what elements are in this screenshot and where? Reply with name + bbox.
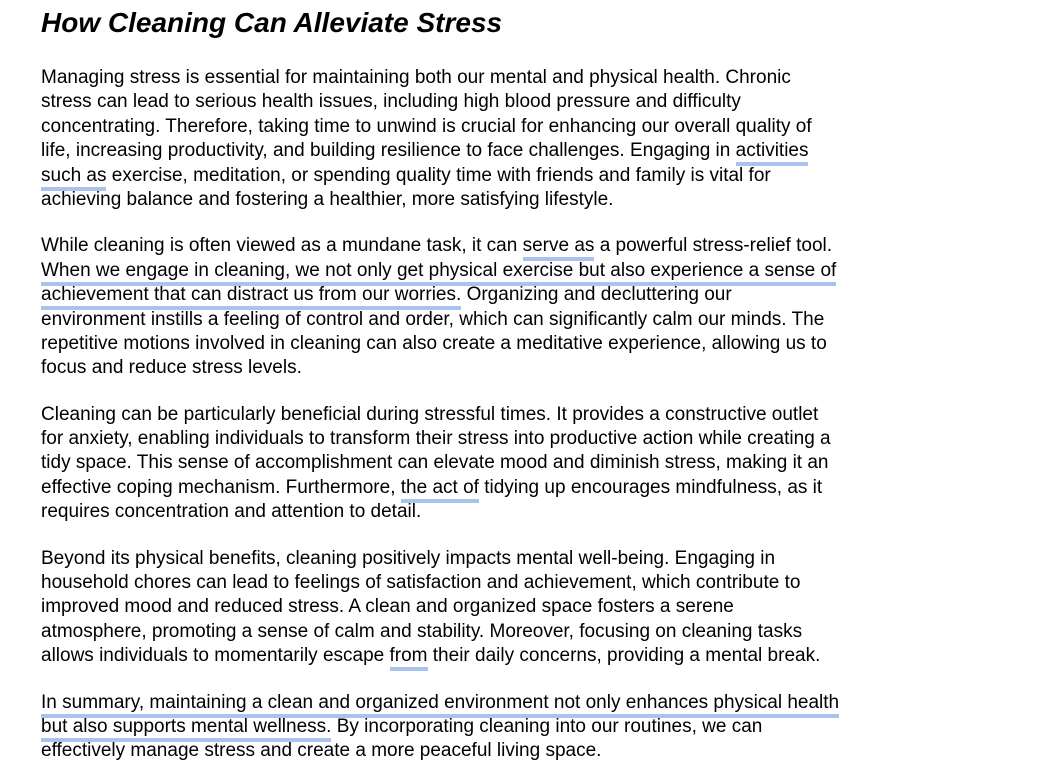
text-segment: requires concentration and attention to detail. [41,501,422,523]
paragraph [41,547,1004,669]
grammar-suggestion-underline[interactable]: When we engage in cleaning, we not only get physical exercise but also experience a sense of [41,260,836,286]
text-line [41,90,1004,114]
text-segment: improved mood and reduced stress. A clean and organized space fosters a serene [41,596,734,618]
text-line [41,547,1004,571]
text-line [41,500,1004,524]
text-line [41,234,1004,258]
text-segment: a powerful stress-relief tool. [594,235,833,257]
text-segment: Managing stress is essential for maintaining both our mental and physical health. Chronic [41,67,791,88]
text-line [41,188,1004,212]
text-line [41,427,1004,451]
text-segment: By incorporating cleaning into our routines, we can [331,715,763,737]
text-segment: concentrating. Therefore, taking time to unwind is crucial for enhancing our overall quality of [41,115,812,137]
text-line [41,139,1004,163]
text-segment: life, increasing productivity, and building resilience to face challenges. Engaging in [41,140,736,162]
text-segment: for anxiety, enabling individuals to transform their stress into productive action while creating a [41,428,831,450]
text-line [41,356,1004,380]
text-segment: Cleaning can be particularly beneficial during stressful times. It provides a constructive outlet [41,403,819,425]
text-segment: tidying up encourages mindfulness, as it [478,476,823,498]
text-segment: environment instills a feeling of control and order, which can significantly calm our minds. The [41,308,825,330]
text-segment: stress can lead to serious health issues, including high blood pressure and difficulty [41,91,741,113]
text-segment: Organizing and decluttering our [461,284,732,306]
text-line [41,259,1004,283]
text-line [41,595,1004,619]
text-line [41,164,1004,188]
text-segment: allows individuals to momentarily escape [41,645,390,667]
grammar-suggestion-underline[interactable]: the act of [401,477,479,503]
text-segment: repetitive motions involved in cleaning can also create a meditative experience, allowing us to [41,332,827,354]
text-segment: their daily concerns, providing a mental break. [427,645,821,667]
paragraph [41,66,1004,212]
document-title: How Cleaning Can Alleviate Stress [41,7,503,38]
text-segment: household chores can lead to feelings of satisfaction and achievement, which contribute to [41,572,801,594]
text-line [41,332,1004,356]
text-segment: atmosphere, promoting a sense of calm and stability. Moreover, focusing on cleaning tasks [41,620,803,642]
text-segment: Beyond its physical benefits, cleaning positively impacts mental well-being. Engaging in [41,547,776,569]
grammar-suggestion-underline[interactable]: but also supports mental wellness. [41,716,331,742]
text-line [41,115,1004,139]
text-line [41,403,1004,427]
text-line [41,644,1004,668]
text-segment: focus and reduce stress levels. [41,357,302,379]
grammar-suggestion-underline[interactable]: such as [41,165,106,191]
text-line [41,476,1004,500]
text-segment: exercise, meditation, or spending quality time with friends and family is vital for [106,164,771,186]
paragraph [41,403,1004,525]
text-segment: effectively manage stress and create a more peaceful living space. [41,740,602,762]
document-body [41,66,1004,764]
text-line [41,308,1004,332]
grammar-suggestion-underline[interactable]: serve as [523,235,595,261]
text-line [41,715,1004,739]
text-line [41,691,1004,715]
grammar-suggestion-underline[interactable]: achievement that can distract us from our worries. [41,284,461,310]
paragraph [41,691,1004,764]
text-segment: tidy space. This sense of accomplishment can elevate mood and diminish stress, making it an [41,452,829,474]
text-line [41,571,1004,595]
text-line [41,620,1004,644]
text-line [41,451,1004,475]
text-segment: effective coping mechanism. Furthermore, [41,476,401,498]
grammar-suggestion-underline[interactable]: from [390,645,428,671]
grammar-suggestion-underline[interactable]: activities [736,140,809,166]
paragraph [41,234,1004,380]
text-segment: While cleaning is often viewed as a mundane task, it can [41,235,523,257]
text-segment: achieving balance and fostering a healthier, more satisfying lifestyle. [41,188,614,210]
text-line [41,739,1004,763]
text-line [41,283,1004,307]
text-line [41,66,1004,90]
grammar-suggestion-underline[interactable]: In summary, maintaining a clean and organized environment not only enhances physical health [41,692,839,718]
